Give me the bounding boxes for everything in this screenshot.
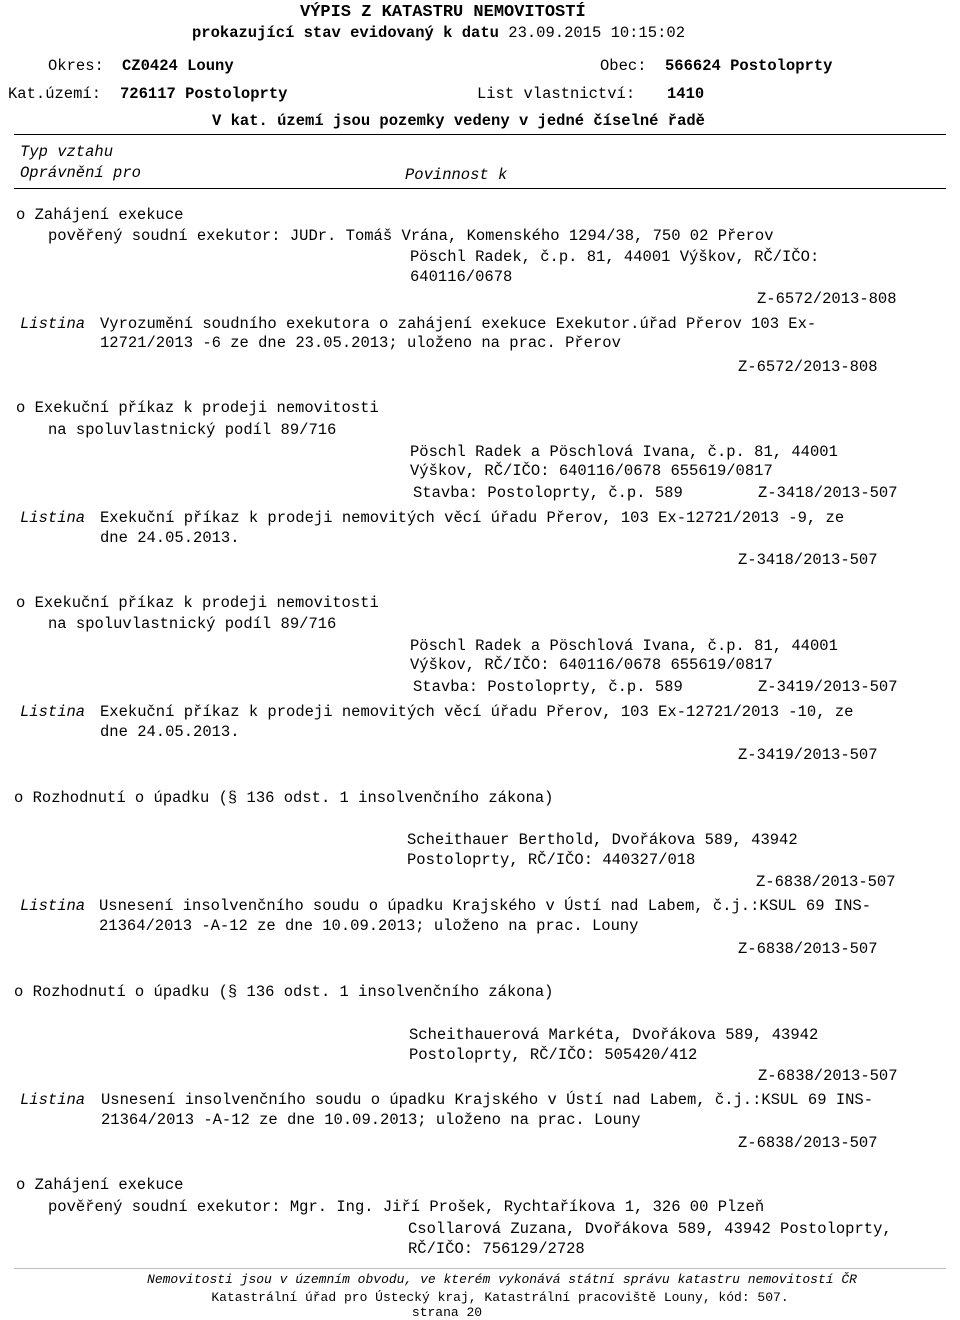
- entry-reference: Z-6838/2013-507: [758, 1067, 898, 1085]
- entry-title: o Zahájení exekuce: [16, 1176, 184, 1194]
- entry-party: RČ/IČO: 756129/2728: [408, 1240, 585, 1258]
- footer-line: Katastrální úřad pro Ústecký kraj, Katastrální pracoviště Louny, kód: 507.: [211, 1290, 789, 1305]
- listina-label: Listina: [20, 509, 86, 527]
- entry-reference: Z-6572/2013-808: [757, 290, 897, 308]
- listina-reference: Z-6838/2013-507: [738, 940, 878, 958]
- listina-text: 21364/2013 -A-12 ze dne 10.09.2013; uloženo na prac. Louny: [99, 917, 639, 935]
- entry-line: na spoluvlastnický podíl 89/716: [48, 615, 337, 633]
- entry-party: 640116/0678: [410, 268, 513, 286]
- document-title: VÝPIS Z KATASTRU NEMOVITOSTÍ: [300, 3, 586, 22]
- listina-reference: Z-3418/2013-507: [738, 551, 878, 569]
- obec-label: Obec:: [600, 57, 647, 75]
- listina-label: Listina: [20, 897, 86, 915]
- listina-label: Listina: [20, 1091, 86, 1109]
- column-opravneni-pro: Oprávnění pro: [20, 164, 141, 182]
- katuzemi-label: Kat.území:: [8, 85, 102, 103]
- entry-party: Postoloprty, RČ/IČO: 440327/018: [407, 851, 696, 869]
- entry-line: na spoluvlastnický podíl 89/716: [48, 421, 337, 439]
- entry-party: Csollarová Zuzana, Dvořákova 589, 43942 Postoloprty,: [408, 1220, 892, 1238]
- page-number: strana 20: [411, 1305, 483, 1320]
- listina-reference: Z-6572/2013-808: [738, 358, 878, 376]
- entry-party: Stavba: Postoloprty, č.p. 589: [413, 678, 683, 696]
- listina-text: Vyrozumění soudního exekutora o zahájení exekuce Exekutor.úřad Přerov 103 Ex-: [100, 315, 817, 333]
- listina-text: 12721/2013 -6 ze dne 23.05.2013; uloženo na prac. Přerov: [100, 334, 621, 352]
- entry-party: Pöschl Radek a Pöschlová Ivana, č.p. 81, 44001: [410, 443, 838, 461]
- entry-title: o Zahájení exekuce: [16, 206, 184, 224]
- entry-party: Výškov, RČ/IČO: 640116/0678 655619/0817: [410, 656, 773, 674]
- column-typ-vztahu: Typ vztahu: [20, 143, 114, 161]
- listina-reference: Z-3419/2013-507: [738, 746, 878, 764]
- entry-party: Stavba: Postoloprty, č.p. 589: [413, 484, 683, 502]
- parcel-note: V kat. území jsou pozemky vedeny v jedné číselné řadě: [212, 112, 705, 130]
- entry-title: o Rozhodnutí o úpadku (§ 136 odst. 1 insolvenčního zákona): [14, 789, 554, 807]
- listina-label: Listina: [20, 315, 86, 333]
- entry-line: pověřený soudní exekutor: Mgr. Ing. Jiří Prošek, Rychtaříkova 1, 326 00 Plzeň: [48, 1198, 765, 1216]
- entry-party: Výškov, RČ/IČO: 640116/0678 655619/0817: [410, 462, 773, 480]
- katuzemi-value: 726117 Postoloprty: [120, 85, 288, 103]
- entry-party: Postoloprty, RČ/IČO: 505420/412: [409, 1046, 698, 1064]
- obec-value: 566624 Postoloprty: [665, 57, 833, 75]
- column-rule: [14, 188, 946, 189]
- listina-text: Usnesení insolvenčního soudu o úpadku Krajského v Ústí nad Labem, č.j.:KSUL 69 INS-: [99, 897, 872, 915]
- entry-reference: Z-3418/2013-507: [758, 484, 898, 502]
- entry-line: pověřený soudní exekutor: JUDr. Tomáš Vrána, Komenského 1294/38, 750 02 Přerov: [48, 227, 774, 245]
- document-subtitle: [192, 26, 685, 42]
- entry-reference: Z-6838/2013-507: [756, 873, 896, 891]
- listina-text: Exekuční příkaz k prodeji nemovitých věcí úřadu Přerov, 103 Ex-12721/2013 -10, ze: [100, 703, 854, 721]
- column-povinnost-k: Povinnost k: [405, 166, 508, 184]
- listina-text: dne 24.05.2013.: [100, 723, 240, 741]
- lv-label: List vlastnictví:: [477, 85, 636, 103]
- okres-label: Okres:: [48, 57, 104, 75]
- listina-label: Listina: [20, 703, 86, 721]
- entry-title: o Rozhodnutí o úpadku (§ 136 odst. 1 insolvenčního zákona): [14, 983, 554, 1001]
- entry-party: Scheithauer Berthold, Dvořákova 589, 43942: [407, 831, 798, 849]
- listina-text: 21364/2013 -A-12 ze dne 10.09.2013; uloženo na prac. Louny: [101, 1111, 641, 1129]
- listina-reference: Z-6838/2013-507: [738, 1134, 878, 1152]
- entry-title: o Exekuční příkaz k prodeji nemovitosti: [16, 399, 379, 417]
- footer-rule: [14, 1268, 946, 1269]
- subtitle-prefix: prokazující stav evidovaný k datu: [192, 24, 499, 42]
- listina-text: Exekuční příkaz k prodeji nemovitých věcí úřadu Přerov, 103 Ex-12721/2013 -9, ze: [100, 509, 845, 527]
- subtitle-date: 23.09.2015 10:15:02: [508, 24, 685, 42]
- okres-value: CZ0424 Louny: [122, 57, 234, 75]
- listina-text: Usnesení insolvenčního soudu o úpadku Krajského v Ústí nad Labem, č.j.:KSUL 69 INS-: [101, 1091, 874, 1109]
- entry-party: Pöschl Radek a Pöschlová Ivana, č.p. 81, 44001: [410, 637, 838, 655]
- footer-line: Nemovitosti jsou v územním obvodu, ve kterém vykonává státní správu katastru nemovitostí ČR: [147, 1272, 857, 1287]
- header-rule: [14, 134, 946, 135]
- entry-title: o Exekuční příkaz k prodeji nemovitosti: [16, 594, 379, 612]
- entry-reference: Z-3419/2013-507: [758, 678, 898, 696]
- entry-party: Scheithauerová Markéta, Dvořákova 589, 43942: [409, 1026, 819, 1044]
- entry-party: Pöschl Radek, č.p. 81, 44001 Výškov, RČ/IČO:: [410, 248, 820, 266]
- lv-value: 1410: [667, 85, 705, 103]
- listina-text: dne 24.05.2013.: [100, 529, 240, 547]
